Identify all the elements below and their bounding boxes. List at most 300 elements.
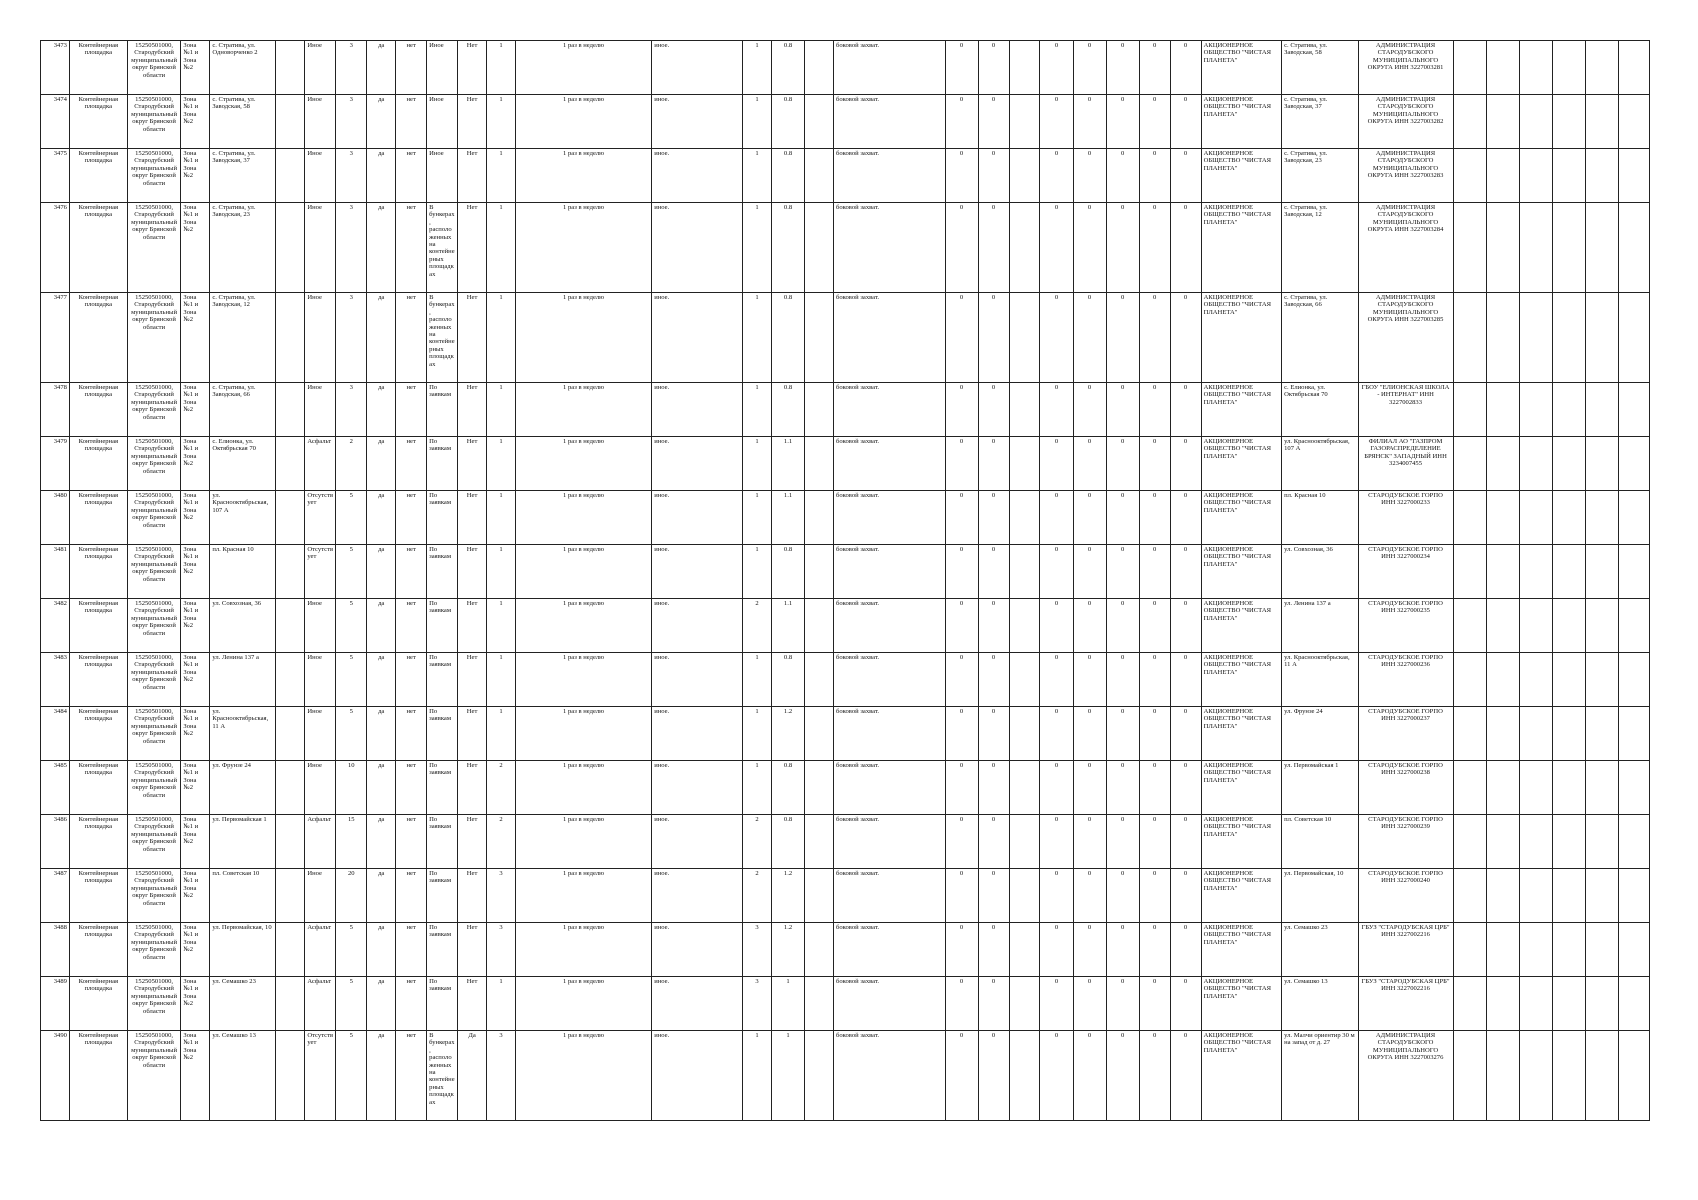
cell-frequency: 1 раз в неделю (515, 545, 651, 599)
cell-freq-count: 1 (487, 599, 516, 653)
cell-cnt: 1 (743, 203, 772, 293)
cell-b4 (1552, 491, 1585, 545)
cell-type: Контейнерная площадка (69, 1031, 127, 1121)
cell-address: ул. Фрунзе 24 (210, 761, 276, 815)
cell-zone: Зона №1 и Зона №2 (181, 95, 210, 149)
cell-owner: СТАРОДУБСКОЕ ГОРПО ИНН 3227000238 (1358, 761, 1453, 815)
cell-loading: боковой захват. (833, 653, 945, 707)
cell-surface: Иное (305, 707, 336, 761)
cell-n2: 0 (1073, 149, 1106, 203)
cell-vol: 1.1 (772, 491, 805, 545)
cell-n1: 0 (1040, 707, 1073, 761)
cell-operator: АКЦИОНЕРНОЕ ОБЩЕСТВО "ЧИСТАЯ ПЛАНЕТА" (1201, 869, 1282, 923)
cell-owner: СТАРОДУБСКОЕ ГОРПО ИНН 3227000234 (1358, 545, 1453, 599)
cell-z1: 0 (945, 149, 978, 203)
cell-n2: 0 (1073, 491, 1106, 545)
cell-vol: 1.2 (772, 707, 805, 761)
cell-waste: иное. (652, 1031, 743, 1121)
cell-waste: иное. (652, 923, 743, 977)
cell-owner: СТАРОДУБСКОЕ ГОРПО ИНН 3227000233 (1358, 491, 1453, 545)
cell-num: 3480 (41, 491, 70, 545)
cell-operator: АКЦИОНЕРНОЕ ОБЩЕСТВО "ЧИСТАЯ ПЛАНЕТА" (1201, 293, 1282, 383)
cell-no: нет (396, 977, 427, 1031)
cell-operator: АКЦИОНЕРНОЕ ОБЩЕСТВО "ЧИСТАЯ ПЛАНЕТА" (1201, 653, 1282, 707)
cell-surface: Иное (305, 149, 336, 203)
cell-yes: да (367, 815, 396, 869)
cell-cnt: 1 (743, 149, 772, 203)
cell-z2: 0 (978, 653, 1009, 707)
cell-n5: 0 (1170, 545, 1201, 599)
cell-b5 (1585, 815, 1618, 869)
cell-blank3 (1009, 545, 1040, 599)
cell-b3 (1519, 707, 1552, 761)
cell-n2: 0 (1073, 977, 1106, 1031)
cell-blank1 (276, 1031, 305, 1121)
cell-n2: 0 (1073, 599, 1106, 653)
cell-owner: ФИЛИАЛ АО "ГАЗПРОМ ГАЗОРАСПРЕДЕЛЕНИЕ БРЯНСК" ЗАПАДНЫЙ ИНН 3234007455 (1358, 437, 1453, 491)
cell-yes: да (367, 383, 396, 437)
cell-n4: 0 (1139, 95, 1170, 149)
cell-count: 3 (336, 95, 367, 149)
cell-b2 (1486, 977, 1519, 1031)
cell-b1 (1453, 491, 1486, 545)
cell-yes: да (367, 599, 396, 653)
cell-operator: АКЦИОНЕРНОЕ ОБЩЕСТВО "ЧИСТАЯ ПЛАНЕТА" (1201, 545, 1282, 599)
cell-blank1 (276, 653, 305, 707)
cell-n1: 0 (1040, 383, 1073, 437)
cell-no: нет (396, 707, 427, 761)
cell-num: 3484 (41, 707, 70, 761)
cell-n5: 0 (1170, 653, 1201, 707)
cell-no: нет (396, 923, 427, 977)
cell-operator: АКЦИОНЕРНОЕ ОБЩЕСТВО "ЧИСТАЯ ПЛАНЕТА" (1201, 761, 1282, 815)
cell-b3 (1519, 923, 1552, 977)
cell-b1 (1453, 203, 1486, 293)
cell-z2: 0 (978, 1031, 1009, 1121)
cell-n5: 0 (1170, 149, 1201, 203)
cell-oktmo: 15250501000, Стародубский муниципальный округ Брянской области (127, 383, 181, 437)
cell-owner: АДМИНИСТРАЦИЯ СТАРОДУБСКОГО МУНИЦИПАЛЬНОГО ОКРУГА ИНН 3227003281 (1358, 41, 1453, 95)
cell-type: Контейнерная площадка (69, 977, 127, 1031)
cell-count: 5 (336, 707, 367, 761)
cell-freq-count: 1 (487, 383, 516, 437)
cell-b1 (1453, 653, 1486, 707)
cell-bunker: Нет (458, 41, 487, 95)
cell-operator: АКЦИОНЕРНОЕ ОБЩЕСТВО "ЧИСТАЯ ПЛАНЕТА" (1201, 41, 1282, 95)
cell-num: 3474 (41, 95, 70, 149)
cell-blank2 (805, 869, 834, 923)
cell-num: 3486 (41, 815, 70, 869)
cell-zone: Зона №1 и Зона №2 (181, 707, 210, 761)
cell-surface: Асфальт (305, 437, 336, 491)
cell-n2: 0 (1073, 293, 1106, 383)
cell-no: нет (396, 383, 427, 437)
cell-n4: 0 (1139, 869, 1170, 923)
cell-b3 (1519, 203, 1552, 293)
cell-n3: 0 (1106, 545, 1139, 599)
cell-b3 (1519, 815, 1552, 869)
cell-b6 (1618, 761, 1649, 815)
cell-loading: боковой захват. (833, 491, 945, 545)
cell-operator: АКЦИОНЕРНОЕ ОБЩЕСТВО "ЧИСТАЯ ПЛАНЕТА" (1201, 815, 1282, 869)
cell-address: ул. Ленина 137 а (210, 653, 276, 707)
cell-zone: Зона №1 и Зона №2 (181, 1031, 210, 1121)
cell-frequency: 1 раз в неделю (515, 149, 651, 203)
cell-n5: 0 (1170, 491, 1201, 545)
cell-b3 (1519, 437, 1552, 491)
cell-b2 (1486, 491, 1519, 545)
cell-oktmo: 15250501000, Стародубский муниципальный округ Брянской области (127, 545, 181, 599)
cell-n4: 0 (1139, 149, 1170, 203)
cell-loading: боковой захват. (833, 149, 945, 203)
cell-z2: 0 (978, 293, 1009, 383)
cell-bunker: Нет (458, 707, 487, 761)
cell-cnt: 2 (743, 599, 772, 653)
cell-blank2 (805, 203, 834, 293)
cell-b2 (1486, 1031, 1519, 1121)
cell-waste: иное. (652, 869, 743, 923)
cell-freq-count: 1 (487, 977, 516, 1031)
cell-fence: В бункерах, расположенных на контейнерных площадках (427, 203, 458, 293)
cell-waste: иное. (652, 653, 743, 707)
table-row (41, 437, 1650, 491)
cell-num: 3483 (41, 653, 70, 707)
cell-bunker: Нет (458, 869, 487, 923)
cell-n3: 0 (1106, 41, 1139, 95)
cell-waste: иное. (652, 293, 743, 383)
cell-blank1 (276, 41, 305, 95)
cell-frequency: 1 раз в неделю (515, 653, 651, 707)
table-row (41, 599, 1650, 653)
cell-z2: 0 (978, 977, 1009, 1031)
cell-waste: иное. (652, 761, 743, 815)
cell-source-addr: пл. Красная 10 (1282, 491, 1358, 545)
cell-n2: 0 (1073, 437, 1106, 491)
cell-n5: 0 (1170, 977, 1201, 1031)
registry-table (40, 40, 1650, 1121)
cell-fence: По заявкам (427, 383, 458, 437)
cell-n4: 0 (1139, 293, 1170, 383)
cell-owner: АДМИНИСТРАЦИЯ СТАРОДУБСКОГО МУНИЦИПАЛЬНОГО ОКРУГА ИНН 3227003284 (1358, 203, 1453, 293)
cell-freq-count: 1 (487, 545, 516, 599)
cell-n1: 0 (1040, 437, 1073, 491)
cell-vol: 0.8 (772, 383, 805, 437)
cell-b5 (1585, 599, 1618, 653)
cell-bunker: Нет (458, 383, 487, 437)
cell-n1: 0 (1040, 545, 1073, 599)
cell-n3: 0 (1106, 707, 1139, 761)
cell-owner: СТАРОДУБСКОЕ ГОРПО ИНН 3227000239 (1358, 815, 1453, 869)
cell-n4: 0 (1139, 923, 1170, 977)
cell-yes: да (367, 149, 396, 203)
cell-n4: 0 (1139, 761, 1170, 815)
cell-n5: 0 (1170, 815, 1201, 869)
cell-blank2 (805, 923, 834, 977)
cell-frequency: 1 раз в неделю (515, 869, 651, 923)
cell-b6 (1618, 707, 1649, 761)
cell-n5: 0 (1170, 95, 1201, 149)
cell-n1: 0 (1040, 149, 1073, 203)
cell-no: нет (396, 815, 427, 869)
cell-n3: 0 (1106, 653, 1139, 707)
cell-n5: 0 (1170, 707, 1201, 761)
cell-num: 3490 (41, 1031, 70, 1121)
cell-surface: Иное (305, 95, 336, 149)
cell-bunker: Нет (458, 977, 487, 1031)
cell-yes: да (367, 923, 396, 977)
cell-n4: 0 (1139, 491, 1170, 545)
cell-zone: Зона №1 и Зона №2 (181, 869, 210, 923)
cell-n3: 0 (1106, 491, 1139, 545)
cell-z2: 0 (978, 869, 1009, 923)
cell-blank2 (805, 491, 834, 545)
cell-n2: 0 (1073, 95, 1106, 149)
cell-type: Контейнерная площадка (69, 923, 127, 977)
cell-blank2 (805, 293, 834, 383)
cell-b5 (1585, 869, 1618, 923)
cell-b1 (1453, 707, 1486, 761)
cell-n2: 0 (1073, 761, 1106, 815)
cell-frequency: 1 раз в неделю (515, 977, 651, 1031)
cell-blank1 (276, 545, 305, 599)
cell-n3: 0 (1106, 203, 1139, 293)
cell-vol: 1.2 (772, 923, 805, 977)
cell-n3: 0 (1106, 95, 1139, 149)
cell-source-addr: с. Стратива, ул. Заводская, 12 (1282, 203, 1358, 293)
table-row (41, 977, 1650, 1031)
cell-blank1 (276, 815, 305, 869)
cell-blank1 (276, 869, 305, 923)
cell-address: ул. Совхозная, 36 (210, 599, 276, 653)
cell-count: 3 (336, 203, 367, 293)
cell-type: Контейнерная площадка (69, 545, 127, 599)
cell-oktmo: 15250501000, Стародубский муниципальный округ Брянской области (127, 653, 181, 707)
cell-cnt: 1 (743, 761, 772, 815)
cell-source-addr: ул. Семашко 23 (1282, 923, 1358, 977)
cell-b4 (1552, 815, 1585, 869)
cell-n1: 0 (1040, 203, 1073, 293)
cell-n5: 0 (1170, 599, 1201, 653)
cell-oktmo: 15250501000, Стародубский муниципальный округ Брянской области (127, 923, 181, 977)
cell-address: пл. Советская 10 (210, 869, 276, 923)
cell-b1 (1453, 977, 1486, 1031)
cell-b5 (1585, 41, 1618, 95)
cell-oktmo: 15250501000, Стародубский муниципальный округ Брянской области (127, 761, 181, 815)
cell-b1 (1453, 815, 1486, 869)
cell-oktmo: 15250501000, Стародубский муниципальный округ Брянской области (127, 491, 181, 545)
cell-num: 3473 (41, 41, 70, 95)
cell-frequency: 1 раз в неделю (515, 383, 651, 437)
cell-blank1 (276, 923, 305, 977)
cell-freq-count: 3 (487, 869, 516, 923)
cell-num: 3479 (41, 437, 70, 491)
cell-type: Контейнерная площадка (69, 707, 127, 761)
cell-z1: 0 (945, 815, 978, 869)
cell-n4: 0 (1139, 977, 1170, 1031)
cell-vol: 1.1 (772, 599, 805, 653)
cell-oktmo: 15250501000, Стародубский муниципальный округ Брянской области (127, 599, 181, 653)
cell-zone: Зона №1 и Зона №2 (181, 491, 210, 545)
cell-z1: 0 (945, 383, 978, 437)
cell-surface: Асфальт (305, 923, 336, 977)
cell-b4 (1552, 923, 1585, 977)
cell-blank3 (1009, 815, 1040, 869)
cell-n5: 0 (1170, 869, 1201, 923)
cell-surface: Иное (305, 761, 336, 815)
cell-b5 (1585, 95, 1618, 149)
cell-blank3 (1009, 203, 1040, 293)
cell-operator: АКЦИОНЕРНОЕ ОБЩЕСТВО "ЧИСТАЯ ПЛАНЕТА" (1201, 383, 1282, 437)
cell-n2: 0 (1073, 545, 1106, 599)
cell-num: 3482 (41, 599, 70, 653)
cell-waste: иное. (652, 545, 743, 599)
cell-vol: 0.8 (772, 653, 805, 707)
cell-n4: 0 (1139, 437, 1170, 491)
cell-blank2 (805, 95, 834, 149)
cell-b6 (1618, 545, 1649, 599)
cell-address: ул. Краснооктябрьская, 11 А (210, 707, 276, 761)
cell-yes: да (367, 545, 396, 599)
cell-b1 (1453, 437, 1486, 491)
cell-freq-count: 3 (487, 1031, 516, 1121)
cell-n5: 0 (1170, 41, 1201, 95)
cell-surface: Иное (305, 41, 336, 95)
cell-blank3 (1009, 149, 1040, 203)
cell-zone: Зона №1 и Зона №2 (181, 761, 210, 815)
cell-zone: Зона №1 и Зона №2 (181, 41, 210, 95)
cell-frequency: 1 раз в неделю (515, 293, 651, 383)
cell-n5: 0 (1170, 761, 1201, 815)
cell-blank2 (805, 707, 834, 761)
cell-b4 (1552, 653, 1585, 707)
cell-b5 (1585, 977, 1618, 1031)
cell-bunker: Нет (458, 761, 487, 815)
cell-count: 2 (336, 437, 367, 491)
cell-z1: 0 (945, 923, 978, 977)
cell-vol: 0.8 (772, 149, 805, 203)
cell-blank2 (805, 437, 834, 491)
table-row (41, 293, 1650, 383)
cell-vol: 0.8 (772, 293, 805, 383)
cell-num: 3481 (41, 545, 70, 599)
cell-n2: 0 (1073, 653, 1106, 707)
cell-b6 (1618, 293, 1649, 383)
cell-n2: 0 (1073, 707, 1106, 761)
cell-loading: боковой захват. (833, 977, 945, 1031)
cell-yes: да (367, 1031, 396, 1121)
cell-fence: По заявкам (427, 761, 458, 815)
cell-loading: боковой захват. (833, 707, 945, 761)
cell-vol: 1 (772, 977, 805, 1031)
cell-b2 (1486, 95, 1519, 149)
cell-waste: иное. (652, 149, 743, 203)
cell-b6 (1618, 923, 1649, 977)
cell-vol: 0.8 (772, 761, 805, 815)
cell-n3: 0 (1106, 977, 1139, 1031)
cell-n1: 0 (1040, 41, 1073, 95)
cell-source-addr: ул. Семашко 13 (1282, 977, 1358, 1031)
cell-b5 (1585, 383, 1618, 437)
cell-freq-count: 1 (487, 149, 516, 203)
cell-n3: 0 (1106, 1031, 1139, 1121)
cell-freq-count: 1 (487, 437, 516, 491)
cell-type: Контейнерная площадка (69, 293, 127, 383)
cell-frequency: 1 раз в неделю (515, 599, 651, 653)
cell-vol: 0.8 (772, 95, 805, 149)
cell-b5 (1585, 545, 1618, 599)
cell-count: 5 (336, 491, 367, 545)
cell-fence: По заявкам (427, 491, 458, 545)
cell-z1: 0 (945, 1031, 978, 1121)
cell-b5 (1585, 1031, 1618, 1121)
cell-z1: 0 (945, 293, 978, 383)
cell-b4 (1552, 545, 1585, 599)
cell-b6 (1618, 815, 1649, 869)
cell-operator: АКЦИОНЕРНОЕ ОБЩЕСТВО "ЧИСТАЯ ПЛАНЕТА" (1201, 599, 1282, 653)
cell-blank3 (1009, 1031, 1040, 1121)
cell-n3: 0 (1106, 923, 1139, 977)
cell-b6 (1618, 95, 1649, 149)
cell-b5 (1585, 149, 1618, 203)
cell-num: 3488 (41, 923, 70, 977)
cell-n3: 0 (1106, 149, 1139, 203)
table-row (41, 95, 1650, 149)
cell-source-addr: с. Елионка, ул. Октябрьская 70 (1282, 383, 1358, 437)
cell-source-addr: с. Стратива, ул. Заводская, 58 (1282, 41, 1358, 95)
cell-blank1 (276, 977, 305, 1031)
cell-b4 (1552, 599, 1585, 653)
table-row (41, 491, 1650, 545)
cell-type: Контейнерная площадка (69, 761, 127, 815)
cell-n2: 0 (1073, 923, 1106, 977)
cell-freq-count: 1 (487, 293, 516, 383)
cell-no: нет (396, 293, 427, 383)
cell-freq-count: 2 (487, 815, 516, 869)
cell-b2 (1486, 203, 1519, 293)
cell-b3 (1519, 383, 1552, 437)
cell-loading: боковой захват. (833, 599, 945, 653)
cell-zone: Зона №1 и Зона №2 (181, 599, 210, 653)
cell-vol: 1 (772, 1031, 805, 1121)
cell-count: 5 (336, 977, 367, 1031)
cell-type: Контейнерная площадка (69, 815, 127, 869)
cell-z2: 0 (978, 815, 1009, 869)
cell-b4 (1552, 707, 1585, 761)
table-row (41, 761, 1650, 815)
cell-n4: 0 (1139, 1031, 1170, 1121)
cell-count: 5 (336, 545, 367, 599)
cell-loading: боковой захват. (833, 545, 945, 599)
cell-n5: 0 (1170, 293, 1201, 383)
cell-num: 3489 (41, 977, 70, 1031)
cell-frequency: 1 раз в неделю (515, 491, 651, 545)
cell-b4 (1552, 203, 1585, 293)
cell-cnt: 1 (743, 545, 772, 599)
cell-n2: 0 (1073, 1031, 1106, 1121)
cell-cnt: 1 (743, 41, 772, 95)
cell-type: Контейнерная площадка (69, 95, 127, 149)
cell-fence: По заявкам (427, 437, 458, 491)
table-row (41, 869, 1650, 923)
cell-no: нет (396, 761, 427, 815)
cell-blank1 (276, 293, 305, 383)
cell-z2: 0 (978, 383, 1009, 437)
cell-waste: иное. (652, 977, 743, 1031)
cell-blank3 (1009, 293, 1040, 383)
cell-waste: иное. (652, 437, 743, 491)
cell-count: 15 (336, 815, 367, 869)
cell-blank2 (805, 815, 834, 869)
